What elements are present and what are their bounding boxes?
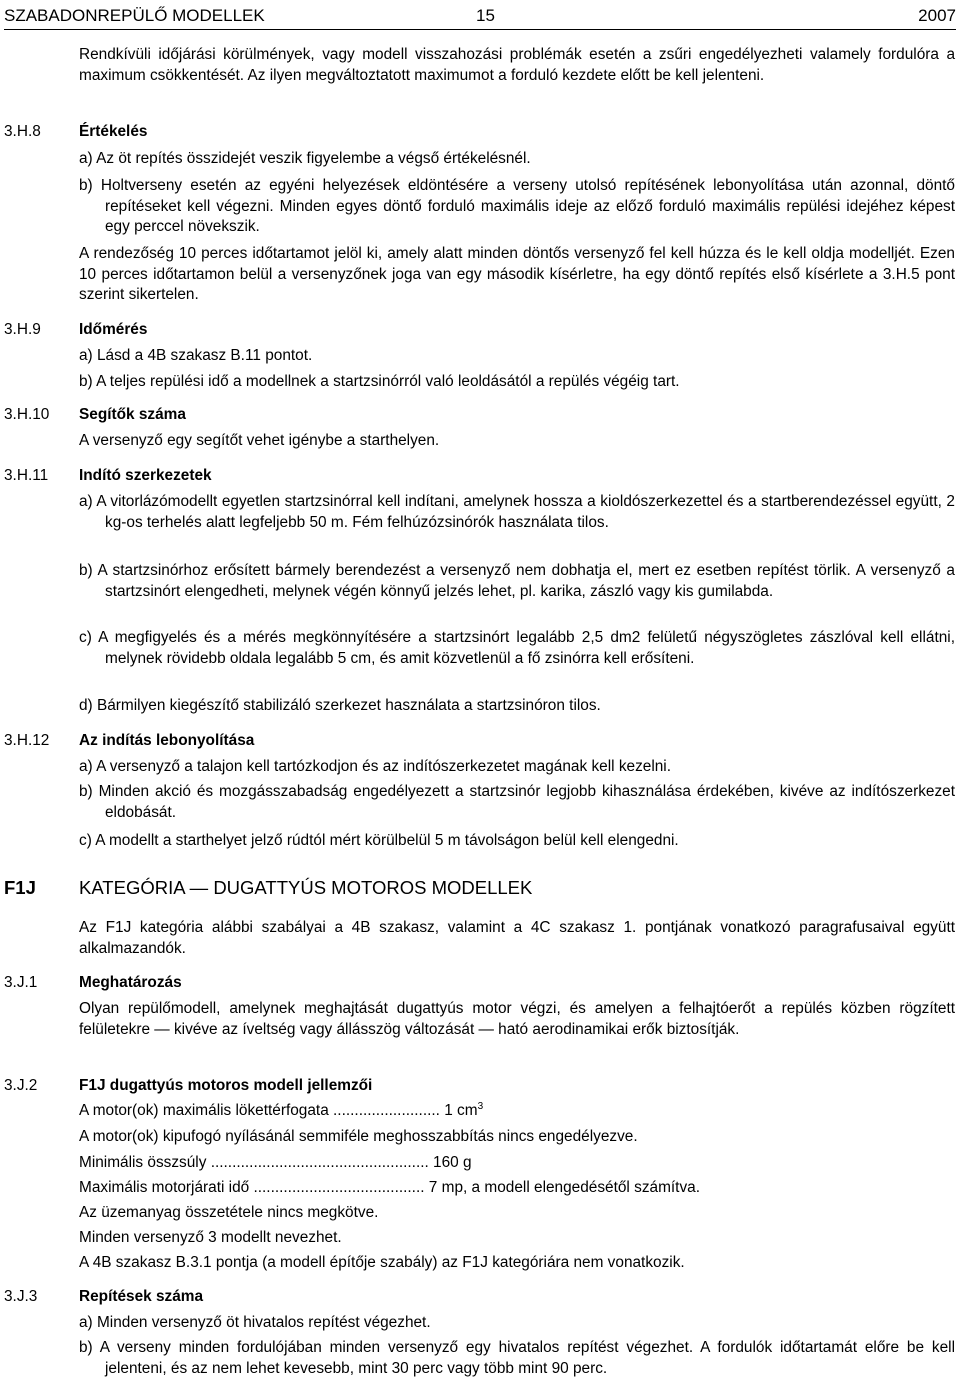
section-title: F1J dugattyús motoros modell jellemzői <box>79 1077 373 1094</box>
section-number: 3.J.2 <box>4 1077 38 1094</box>
intro-paragraph: Rendkívüli időjárási körülmények, vagy modell visszahozási problémák esetén a zsűri engedélyezheti valamely fordulóra a maximum csökkentését. Az ilyen megváltoztatott maximumot a forduló kezdete előtt be kell jelenteni. <box>79 46 955 84</box>
superscript: 3 <box>477 1100 484 1112</box>
section-number: 3.H.10 <box>4 406 50 423</box>
list-item: a) Minden versenyző öt hivatalos repítést végezhet. <box>79 1314 431 1331</box>
category-title: KATEGÓRIA — DUGATTYÚS MOTOROS MODELLEK <box>79 877 533 898</box>
category-code: F1J <box>4 877 36 898</box>
list-item: b) Holtverseny esetén az egyéni helyezések eldöntésére a verseny utolsó repítésének lebonyolítása után azonnal, döntő repítéseket kell végezni. Minden egyes döntő forduló maximális ideje az előző forduló maximális repülési idejéhez képest egy perccel növekszik. <box>79 177 955 235</box>
list-item: a) A versenyző a talajon kell tartózkodjon és az indítószerkezetet magának kell kezelni. <box>79 758 672 775</box>
paragraph: A versenyző egy segítőt vehet igénybe a starthelyen. <box>79 432 440 449</box>
section-number: 3.H.12 <box>4 732 50 749</box>
list-item: a) Az öt repítés összidejét veszik figyelembe a végső értékelésnél. <box>79 150 531 167</box>
paragraph: Az F1J kategória alábbi szabályai a 4B szakasz, valamint a 4C szakasz 1. pontjának vonatkozó paragrafusaival együtt alkalmazandók. <box>79 919 955 957</box>
section-title: Repítések száma <box>79 1288 204 1305</box>
list-item: a) A vitorlázómodellt egyetlen startzsinórral kell indítani, amelynek hossza a kioldószerkezettel és a startberendezéssel együtt, 2 kg-os terhelés alatt legfeljebb 50 m. Fém felhúzózsinórók használata tilos. <box>79 493 955 531</box>
header-title: SZABADONREPÜLŐ MODELLEK <box>4 6 265 25</box>
section-number: 3.H.9 <box>4 321 41 338</box>
paragraph: Olyan repülőmodell, amelynek meghajtását dugattyús motor végzi, és amelyen a felhajtóerőt a repülés közben rögzített felületekre — kivéve az íveltség vagy állásszög változását — ható aerodinamikai erők biztosítják. <box>79 1000 955 1038</box>
list-item: b) A verseny minden fordulójában minden versenyző egy hivatalos repítést végezhet. A fordulók időtartamát előre be kell jelenteni, és az nem lehet kevesebb, mint 30 perc vagy több mint 90 perc. <box>79 1339 955 1377</box>
spec-text: A motor(ok) maximális lökettérfogata ......................... 1 cm <box>79 1102 478 1119</box>
section-title: Meghatározás <box>79 974 182 991</box>
spec-line: A motor(ok) kipufogó nyílásánál semmiféle meghosszabbítás nincs engedélyezve. <box>79 1128 638 1145</box>
section-title: Segítők száma <box>79 406 186 423</box>
spec-line: Minimális összsúly ................................................... 160 g <box>79 1154 472 1171</box>
section-title: Értékelés <box>79 123 148 140</box>
section-title: Időmérés <box>79 321 148 338</box>
list-item: a) Lásd a 4B szakasz B.11 pontot. <box>79 347 313 364</box>
page-number: 15 <box>476 6 495 25</box>
list-item: b) A startzsinórhoz erősített bármely berendezést a versenyző nem dobhatja el, mert ez esetben repítést törlik. A versenyző a startzsinórt elengedheti, melynek végén könnyű jelzés lehet, pl. karika, zászló vagy kis gumilabda. <box>79 562 955 600</box>
spec-line: Minden versenyző 3 modellt nevezhet. <box>79 1229 342 1246</box>
spec-line: Az üzemanyag összetétele nincs megkötve. <box>79 1204 379 1221</box>
section-title: Az indítás lebonyolítása <box>79 732 255 749</box>
list-item: c) A megfigyelés és a mérés megkönnyítésére a startzsinórt legalább 2,5 dm2 felületű négyszögletes zászlóval kell ellátni, melynek rövidebb oldala legalább 5 cm, és amit közvetlenül a fő zsinórra kell erősíteni. <box>79 629 955 667</box>
header-year: 2007 <box>918 6 956 25</box>
paragraph: A rendezőség 10 perces időtartamot jelöl ki, amely alatt minden döntős versenyző fel kell húzza és le kell oldja modelljét. Ezen 10 perces időtartamon belül a versenyzőnek joga van egy második kísérletre, ha egy döntő repítés első kísérlete a 3.H.5 pont szerint sikertelen. <box>79 245 955 303</box>
header-rule <box>4 29 956 30</box>
list-item: d) Bármilyen kiegészítő stabilizáló szerkezet használata a startzsinóron tilos. <box>79 697 601 714</box>
spec-line: A 4B szakasz B.3.1 pontja (a modell építője szabály) az F1J kategóriára nem vonatkozik. <box>79 1254 685 1271</box>
section-number: 3.J.3 <box>4 1288 38 1305</box>
list-item: c) A modellt a starthelyet jelző rúdtól mért körülbelül 5 m távolságon belül kell elengedni. <box>79 832 679 849</box>
list-item: b) Minden akció és mozgásszabadság engedélyezett a startzsinór legjobb kihasználása érdekében, kivéve az indítószerkezet eldobását. <box>79 783 955 821</box>
spec-line <box>79 1101 483 1122</box>
section-title: Indító szerkezetek <box>79 467 212 484</box>
section-number: 3.H.8 <box>4 123 41 140</box>
page-header <box>4 4 956 28</box>
section-number: 3.H.11 <box>4 467 49 484</box>
list-item: b) A teljes repülési idő a modellnek a startzsinórról való leoldásától a repülés végéig tart. <box>79 373 680 390</box>
section-number: 3.J.1 <box>4 974 38 991</box>
spec-line: Maximális motorjárati idő ........................................ 7 mp, a modell elengedésétől számítva. <box>79 1179 700 1196</box>
